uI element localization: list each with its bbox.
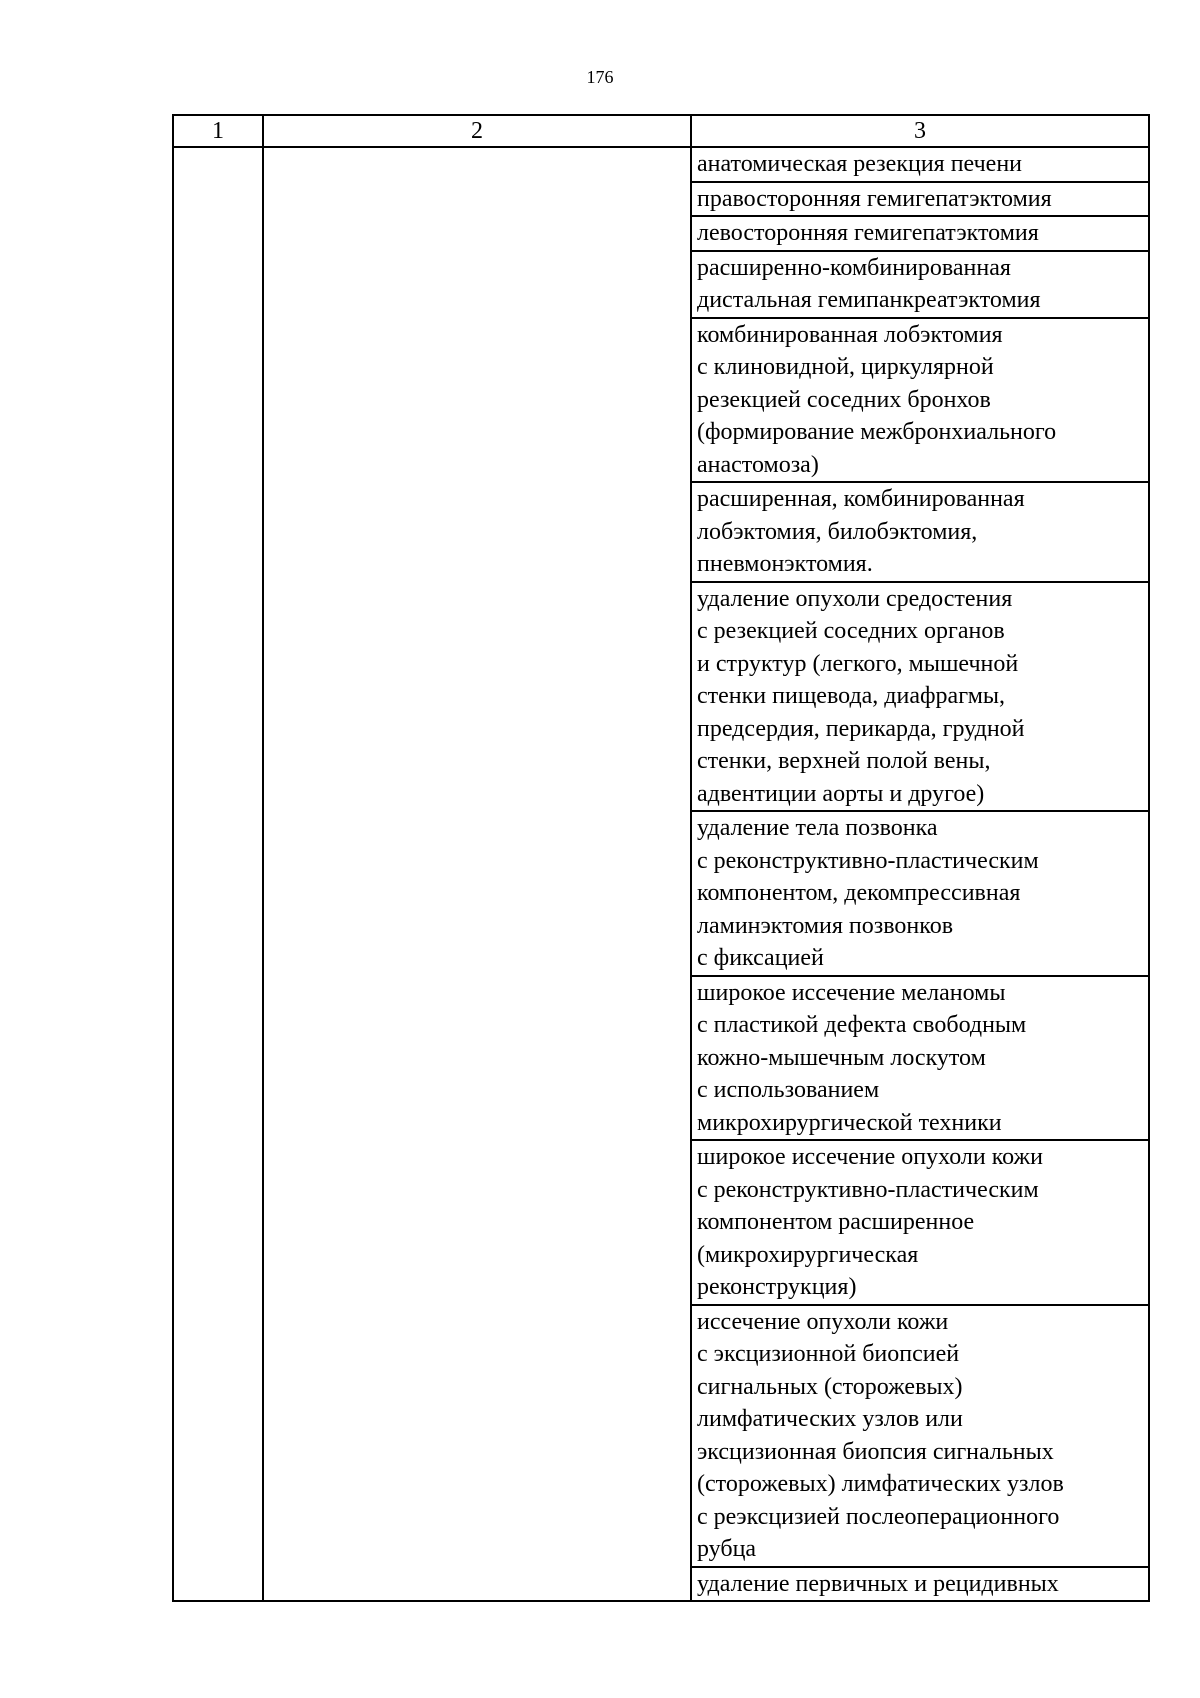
- column-2-cell: [263, 147, 691, 1601]
- procedure-cell: анатомическая резекция печени: [691, 147, 1149, 182]
- page-number: 176: [586, 67, 614, 87]
- procedure-cell: удаление первичных и рецидивных: [691, 1567, 1149, 1602]
- procedure-cell: левосторонняя гемигепатэктомия: [691, 216, 1149, 251]
- procedure-cell: удаление опухоли средостения с резекцией соседних органов и структур (легкого, мышечной стенки пищевода, диафрагмы, предсердия, перикарда, грудной стенки, верхней полой вены, адвентиции аорты и другое): [691, 582, 1149, 812]
- procedure-cell: широкое иссечение опухоли кожи с реконструктивно-пластическим компонентом расширенное (микрохирургическая реконструкция): [691, 1140, 1149, 1305]
- procedure-cell: расширенная, комбинированная лобэктомия, билобэктомия, пневмонэктомия.: [691, 482, 1149, 582]
- column-header-2: 2: [263, 115, 691, 147]
- table-header-row: [173, 115, 1149, 147]
- column-header-3: 3: [691, 115, 1149, 147]
- column-1-cell: [173, 147, 263, 1601]
- procedure-cell: правосторонняя гемигепатэктомия: [691, 182, 1149, 217]
- procedure-cell: удаление тела позвонка с реконструктивно-пластическим компонентом, декомпрессивная ламинэктомия позвонков с фиксацией: [691, 811, 1149, 976]
- procedure-cell: широкое иссечение меланомы с пластикой дефекта свободным кожно-мышечным лоскутом с использованием микрохирургической техники: [691, 976, 1149, 1141]
- procedures-table: [172, 114, 1150, 1602]
- table-row: [173, 147, 1149, 182]
- procedure-cell: расширенно-комбинированная дистальная гемипанкреатэктомия: [691, 251, 1149, 318]
- procedure-cell: комбинированная лобэктомия с клиновидной, циркулярной резекцией соседних бронхов (формирование межбронхиального анастомоза): [691, 318, 1149, 483]
- column-header-1: 1: [173, 115, 263, 147]
- procedure-cell: иссечение опухоли кожи с эксцизионной биопсией сигнальных (сторожевых) лимфатических узлов или эксцизионная биопсия сигнальных (сторожевых) лимфатических узлов с реэксцизией послеоперационного рубца: [691, 1305, 1149, 1567]
